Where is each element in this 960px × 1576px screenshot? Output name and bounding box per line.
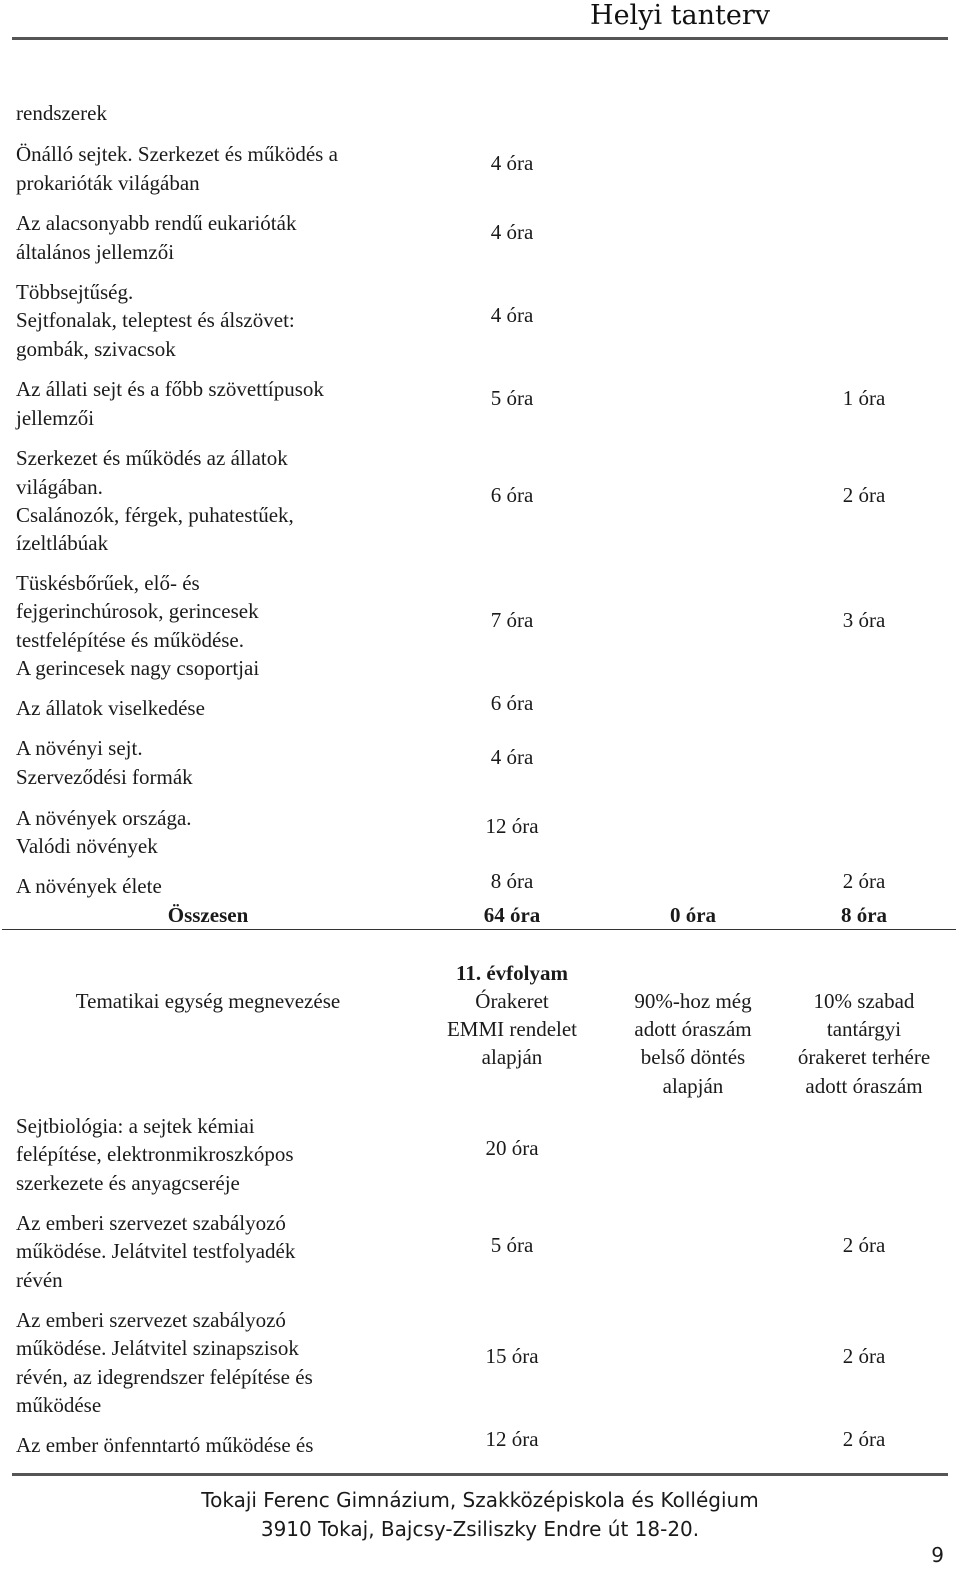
row-hours-emmi: 5 óra	[490, 1233, 534, 1257]
row-hours-free: 2 óra	[842, 1427, 886, 1451]
row-hours-free: 2 óra	[842, 1344, 886, 1368]
row-name-line: rendszerek	[16, 101, 107, 125]
row-hours-free: 3 óra	[842, 608, 886, 632]
row-name-line: szerkezete és anyagcseréje	[16, 1171, 240, 1195]
row-hours-emmi: 15 óra	[485, 1344, 539, 1368]
row-hours-emmi: 4 óra	[490, 745, 534, 769]
header-topic-name: Tematikai egység megnevezése	[75, 989, 341, 1013]
row-name-line: Szerkezet és működés az állatok	[16, 446, 288, 470]
row-name-line: működése	[16, 1393, 102, 1417]
row-name-line: Tüskésbőrűek, elő- és	[16, 571, 200, 595]
row-hours-emmi: 12 óra	[485, 1427, 539, 1451]
row-name-line: A gerincesek nagy csoportjai	[16, 656, 260, 680]
total-hours-free: 8 óra	[840, 903, 888, 927]
row-name-line: Sejtfonalak, teleptest és álszövet:	[16, 308, 295, 332]
row-name-line: általános jellemzői	[16, 240, 175, 264]
header-divider	[12, 37, 948, 40]
header-internal-line: adott óraszám	[634, 1017, 752, 1041]
row-hours-emmi: 8 óra	[490, 869, 534, 893]
row-name-line: A növények élete	[16, 874, 162, 898]
footer-address: 3910 Tokaj, Bajcsy-Zsiliszky Endre út 18-20.	[260, 1517, 700, 1541]
row-name-line: Valódi növények	[16, 834, 158, 858]
header-title: Helyi tanterv	[590, 0, 770, 31]
row-name-line: felépítése, elektronmikroszkópos	[16, 1142, 294, 1166]
row-hours-free: 2 óra	[842, 1233, 886, 1257]
row-name-line: jellemzői	[16, 406, 95, 430]
row-name-line: Az alacsonyabb rendű eukarióták	[16, 211, 297, 235]
row-name-line: működése. Jelátvitel testfolyadék	[16, 1239, 296, 1263]
table-bottom-divider	[2, 929, 956, 930]
row-hours-free: 2 óra	[842, 869, 886, 893]
row-hours-emmi: 4 óra	[490, 220, 534, 244]
row-hours-emmi: 4 óra	[490, 151, 534, 175]
row-name-line: működése. Jelátvitel szinapszisok	[16, 1336, 299, 1360]
header-emmi-line: Órakeret	[475, 989, 549, 1013]
header-free-line: adott óraszám	[805, 1074, 923, 1098]
row-name-line: révén	[16, 1268, 63, 1292]
total-hours-emmi: 64 óra	[483, 903, 541, 927]
row-name-line: világában.	[16, 475, 103, 499]
footer-school-name: Tokaji Ferenc Gimnázium, Szakközépiskola és Kollégium	[201, 1488, 759, 1512]
row-name-line: Az ember önfenntartó működése és	[16, 1433, 314, 1457]
header-emmi-line: alapján	[481, 1045, 543, 1069]
total-label: Összesen	[167, 903, 249, 927]
header-free-line: 10% szabad	[813, 989, 915, 1013]
header-free-line: órakeret terhére	[797, 1045, 931, 1069]
row-name-line: Az emberi szervezet szabályozó	[16, 1308, 286, 1332]
row-name-line: prokarióták világában	[16, 171, 200, 195]
row-name-line: Az állatok viselkedése	[16, 696, 205, 720]
row-hours-emmi: 12 óra	[485, 814, 539, 838]
total-hours-internal: 0 óra	[669, 903, 717, 927]
row-hours-emmi: 7 óra	[490, 608, 534, 632]
row-name-line: révén, az idegrendszer felépítése és	[16, 1365, 313, 1389]
row-hours-emmi: 6 óra	[490, 691, 534, 715]
row-name-line: gombák, szivacsok	[16, 337, 176, 361]
row-hours-emmi: 20 óra	[485, 1136, 539, 1160]
row-hours-emmi: 4 óra	[490, 303, 534, 327]
row-name-line: Önálló sejtek. Szerkezet és működés a	[16, 142, 338, 166]
header-free-line: tantárgyi	[826, 1017, 902, 1041]
header-internal-line: belső döntés	[640, 1045, 746, 1069]
row-hours-free: 1 óra	[842, 386, 886, 410]
footer-divider	[12, 1473, 948, 1476]
row-name-line: ízeltlábúak	[16, 531, 109, 555]
header-internal-line: 90%-hoz még	[634, 989, 752, 1013]
header-internal-line: alapján	[662, 1074, 724, 1098]
row-name-line: A növények országa.	[16, 806, 192, 830]
row-name-line: fejgerinchúrosok, gerincesek	[16, 599, 259, 623]
row-hours-free: 2 óra	[842, 483, 886, 507]
header-emmi-line: EMMI rendelet	[446, 1017, 578, 1041]
row-name-line: testfelépítése és működése.	[16, 628, 245, 652]
row-name-line: A növényi sejt.	[16, 736, 143, 760]
page-number: 9	[931, 1543, 944, 1567]
row-hours-emmi: 5 óra	[490, 386, 534, 410]
row-name-line: Szerveződési formák	[16, 765, 193, 789]
row-name-line: Az állati sejt és a főbb szövettípusok	[16, 377, 324, 401]
row-name-line: Az emberi szervezet szabályozó	[16, 1211, 286, 1235]
row-name-line: Sejtbiológia: a sejtek kémiai	[16, 1114, 255, 1138]
header-grade: 11. évfolyam	[456, 961, 568, 985]
row-name-line: Csalánozók, férgek, puhatestűek,	[16, 503, 294, 527]
row-name-line: Többsejtűség.	[16, 280, 134, 304]
row-hours-emmi: 6 óra	[490, 483, 534, 507]
